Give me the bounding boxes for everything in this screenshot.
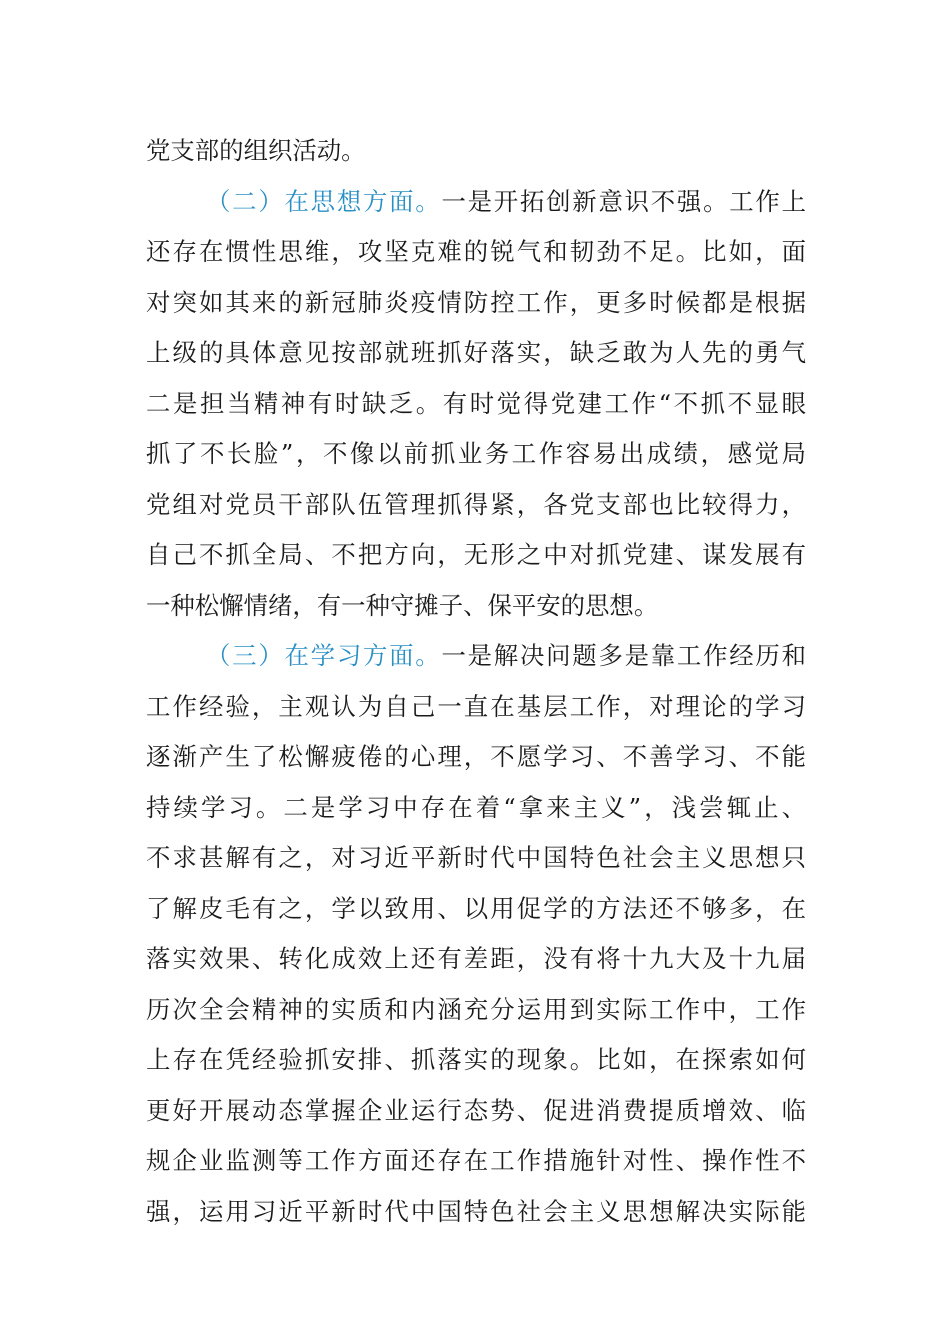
paragraph-line: 了解皮毛有之，学以致用、以用促学的方法还不够多，在	[146, 893, 806, 923]
section-heading-thought: （二）在思想方面。	[206, 186, 442, 216]
paragraph-line: 自己不抓全局、不把方向，无形之中对抓党建、谋发展有	[146, 540, 806, 569]
paragraph-line: 工作经验，主观认为自己一直在基层工作，对理论的学习	[146, 691, 806, 721]
document-body	[146, 126, 806, 1237]
section-heading-study: （三）在学习方面。	[206, 641, 442, 670]
paragraph-line: 二是担当精神有时缺乏。有时觉得党建工作“不抓不显眼	[146, 388, 806, 418]
paragraph-text: 一是解决问题多是靠工作经历和	[441, 641, 806, 670]
paragraph-line: 抓了不长脸”，不像以前抓业务工作容易出成绩，感觉局	[146, 439, 806, 468]
paragraph-line: 落实效果、转化成效上还有差距，没有将十九大及十九届	[146, 944, 806, 973]
paragraph-first-line	[146, 177, 806, 228]
paragraph-line: 还存在惯性思维，攻坚克难的锐气和韧劲不足。比如，面	[146, 237, 806, 266]
paragraph-line: 党支部的组织活动。	[146, 136, 366, 165]
paragraph-first-line	[146, 631, 806, 682]
paragraph-line: 更好开展动态掌握企业运行态势、促进消费提质增效、临	[146, 1095, 806, 1125]
paragraph-line: 不求甚解有之，对习近平新时代中国特色社会主义思想只	[146, 843, 806, 872]
paragraph-line: 对突如其来的新冠肺炎疫情防控工作，更多时候都是根据	[146, 287, 806, 317]
paragraph-line: 上级的具体意见按部就班抓好落实，缺乏敢为人先的勇气	[146, 338, 806, 367]
paragraph-line: 历次全会精神的实质和内涵充分运用到实际工作中，工作	[146, 994, 806, 1024]
paragraph-line: 规企业监测等工作方面还存在工作措施针对性、操作性不	[146, 1146, 806, 1175]
paragraph-line: 一种松懈情绪，有一种守摊子、保平安的思想。	[146, 590, 659, 620]
paragraph-text: 一是开拓创新意识不强。工作上	[441, 186, 806, 216]
paragraph-line: 党组对党员干部队伍管理抓得紧，各党支部也比较得力，	[146, 489, 806, 519]
paragraph-line: 上存在凭经验抓安排、抓落实的现象。比如，在探索如何	[146, 1045, 806, 1074]
paragraph-line: 逐渐产生了松懈疲倦的心理，不愿学习、不善学习、不能	[146, 742, 806, 771]
paragraph-line: 持续学习。二是学习中存在着“拿来主义”，浅尝辄止、	[146, 792, 806, 822]
paragraph-line: 强，运用习近平新时代中国特色社会主义思想解决实际能	[146, 1196, 806, 1226]
